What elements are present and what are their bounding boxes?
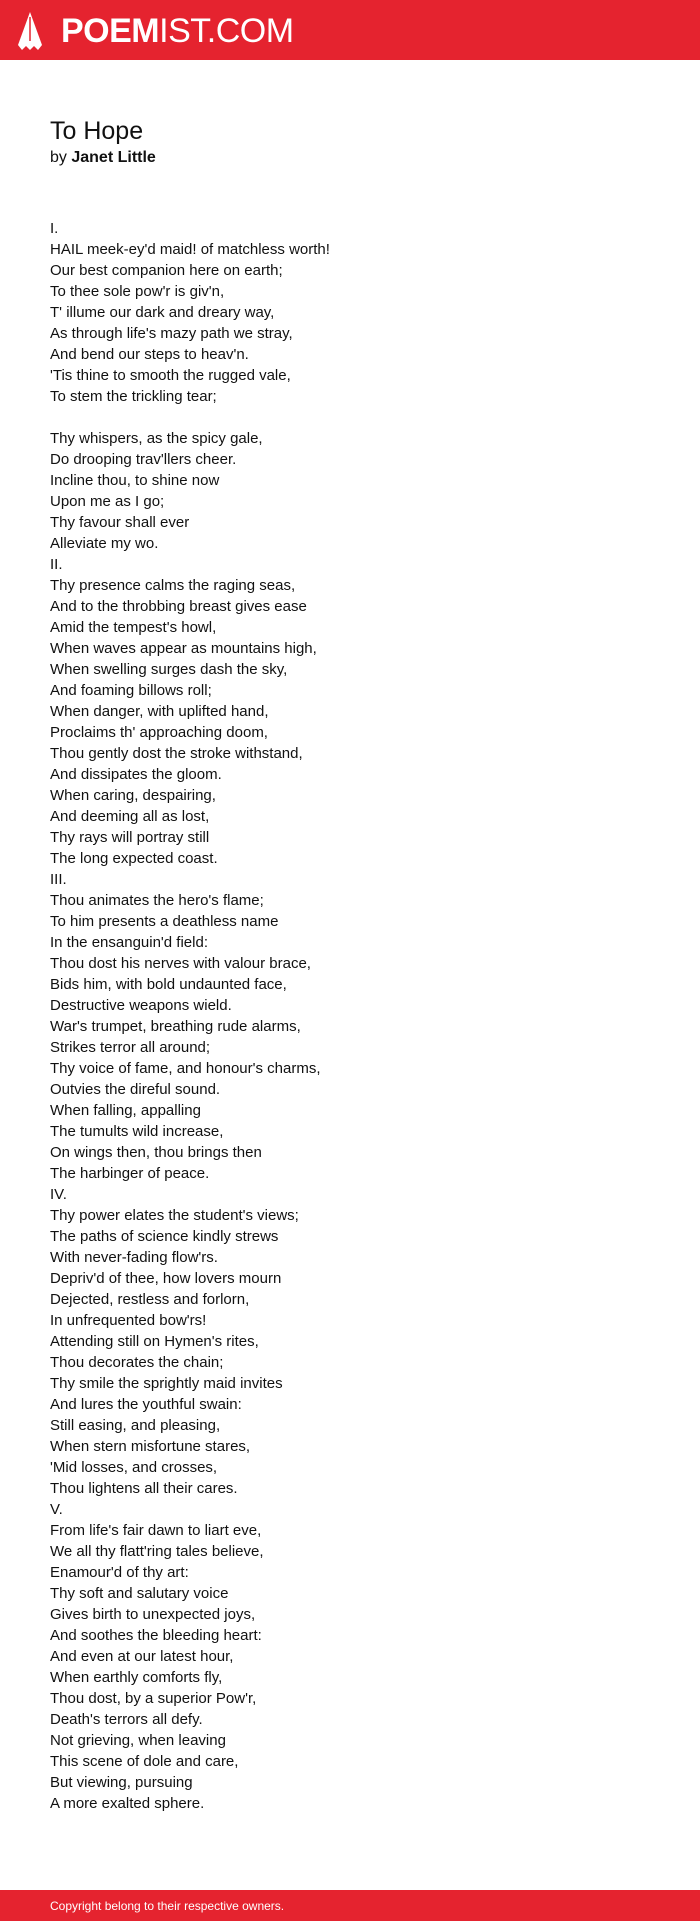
poem-line: As through life's mazy path we stray, (50, 325, 293, 342)
poem-line: To thee sole pow'r is giv'n, (50, 283, 225, 300)
poem-line: The paths of science kindly strews (50, 1228, 279, 1245)
poem-line: Thy favour shall ever (50, 514, 190, 531)
poem-line: Thy voice of fame, and honour's charms, (50, 1060, 321, 1077)
poem-line: Upon me as I go; (50, 493, 165, 510)
poem-line: Incline thou, to shine now (50, 472, 220, 489)
stanza-break (50, 407, 650, 428)
poem-line: Depriv'd of thee, how lovers mourn (50, 1270, 282, 1287)
poem-line: And even at our latest hour, (50, 1648, 234, 1665)
poem-line: And lures the youthful swain: (50, 1396, 242, 1413)
poem-line: Gives birth to unexpected joys, (50, 1606, 256, 1623)
poem-line: Death's terrors all defy. (50, 1711, 203, 1728)
poem-line: Proclaims th' approaching doom, (50, 724, 268, 741)
poem-line: To stem the trickling tear; (50, 388, 217, 405)
poem-line: Thy soft and salutary voice (50, 1585, 229, 1602)
poem-line: Thy whispers, as the spicy gale, (50, 430, 263, 447)
author-name[interactable]: Janet Little (71, 149, 156, 166)
poem-line: When falling, appalling (50, 1102, 201, 1119)
poem-line: When danger, with uplifted hand, (50, 703, 269, 720)
site-logo[interactable] (17, 11, 294, 51)
poem-line: Thy presence calms the raging seas, (50, 577, 296, 594)
poem-line: 'Mid losses, and crosses, (50, 1459, 218, 1476)
poem-line: T' illume our dark and dreary way, (50, 304, 275, 321)
poem-title: To Hope (50, 117, 144, 145)
poem-line: Still easing, and pleasing, (50, 1417, 221, 1434)
poem-line: From life's fair dawn to liart eve, (50, 1522, 262, 1539)
byline-label: by (50, 149, 67, 166)
poem-line: A more exalted sphere. (50, 1795, 205, 1812)
footer-bar (0, 1890, 700, 1921)
poem-line: Not grieving, when leaving (50, 1732, 226, 1749)
poem-body (50, 218, 650, 1814)
header-bar (0, 0, 700, 60)
quill-pen-icon (17, 11, 43, 51)
poem-line: To him presents a deathless name (50, 913, 279, 930)
poem-line: Dejected, restless and forlorn, (50, 1291, 250, 1308)
poem-line: HAIL meek-ey'd maid! of matchless worth! (50, 241, 330, 258)
poem-line: And foaming billows roll; (50, 682, 212, 699)
poem-line: And dissipates the gloom. (50, 766, 222, 783)
poem-line: I. (50, 220, 59, 237)
poem-line: Attending still on Hymen's rites, (50, 1333, 259, 1350)
poem-line: We all thy flatt'ring tales believe, (50, 1543, 264, 1560)
poem-line: Do drooping trav'llers cheer. (50, 451, 237, 468)
poem-line: The tumults wild increase, (50, 1123, 224, 1140)
poem-line: When swelling surges dash the sky, (50, 661, 288, 678)
poem-line: When earthly comforts fly, (50, 1669, 223, 1686)
poem-line: Strikes terror all around; (50, 1039, 211, 1056)
poem-line: On wings then, thou brings then (50, 1144, 262, 1161)
poem-line: War's trumpet, breathing rude alarms, (50, 1018, 301, 1035)
poem-line: Destructive weapons wield. (50, 997, 232, 1014)
poem-line: When caring, despairing, (50, 787, 216, 804)
site-name-light: IST.COM (159, 12, 294, 50)
poem-line: With never-fading flow'rs. (50, 1249, 218, 1266)
site-name-bold: POEM (61, 12, 160, 50)
poem-line: When stern misfortune stares, (50, 1438, 251, 1455)
poem-line: This scene of dole and care, (50, 1753, 239, 1770)
poem-line: Amid the tempest's howl, (50, 619, 217, 636)
poem-line: V. (50, 1501, 63, 1518)
byline (50, 147, 156, 169)
poem-line: Thy rays will portray still (50, 829, 210, 846)
poem-line: And to the throbbing breast gives ease (50, 598, 307, 615)
poem-line: II. (50, 556, 63, 573)
poem-line: But viewing, pursuing (50, 1774, 193, 1791)
site-name (61, 11, 294, 51)
poem-line: And soothes the bleeding heart: (50, 1627, 262, 1644)
poem-line: Thou lightens all their cares. (50, 1480, 238, 1497)
poem-line: Alleviate my wo. (50, 535, 159, 552)
poem-line: 'Tis thine to smooth the rugged vale, (50, 367, 291, 384)
poem-line: Thou dost, by a superior Pow'r, (50, 1690, 257, 1707)
poem-line: And bend our steps to heav'n. (50, 346, 249, 363)
poem-line: In unfrequented bow'rs! (50, 1312, 207, 1329)
poem-line: III. (50, 871, 67, 888)
poem-line: Thy smile the sprightly maid invites (50, 1375, 283, 1392)
poem-line: When waves appear as mountains high, (50, 640, 317, 657)
poem-line: IV. (50, 1186, 67, 1203)
poem-line: Enamour'd of thy art: (50, 1564, 189, 1581)
poem-line: And deeming all as lost, (50, 808, 210, 825)
poem-line: Thou gently dost the stroke withstand, (50, 745, 303, 762)
poem-line: Our best companion here on earth; (50, 262, 283, 279)
poem-line: The harbinger of peace. (50, 1165, 210, 1182)
copyright-text: Copyright belong to their respective owners. (50, 1899, 285, 1913)
poem-line: Thou animates the hero's flame; (50, 892, 264, 909)
poem-line: Thou decorates the chain; (50, 1354, 224, 1371)
poem-line: The long expected coast. (50, 850, 218, 867)
poem-line: Thou dost his nerves with valour brace, (50, 955, 311, 972)
poem-line: Outvies the direful sound. (50, 1081, 221, 1098)
poem-line: Thy power elates the student's views; (50, 1207, 299, 1224)
poem-line: In the ensanguin'd field: (50, 934, 208, 951)
poem-line: Bids him, with bold undaunted face, (50, 976, 287, 993)
